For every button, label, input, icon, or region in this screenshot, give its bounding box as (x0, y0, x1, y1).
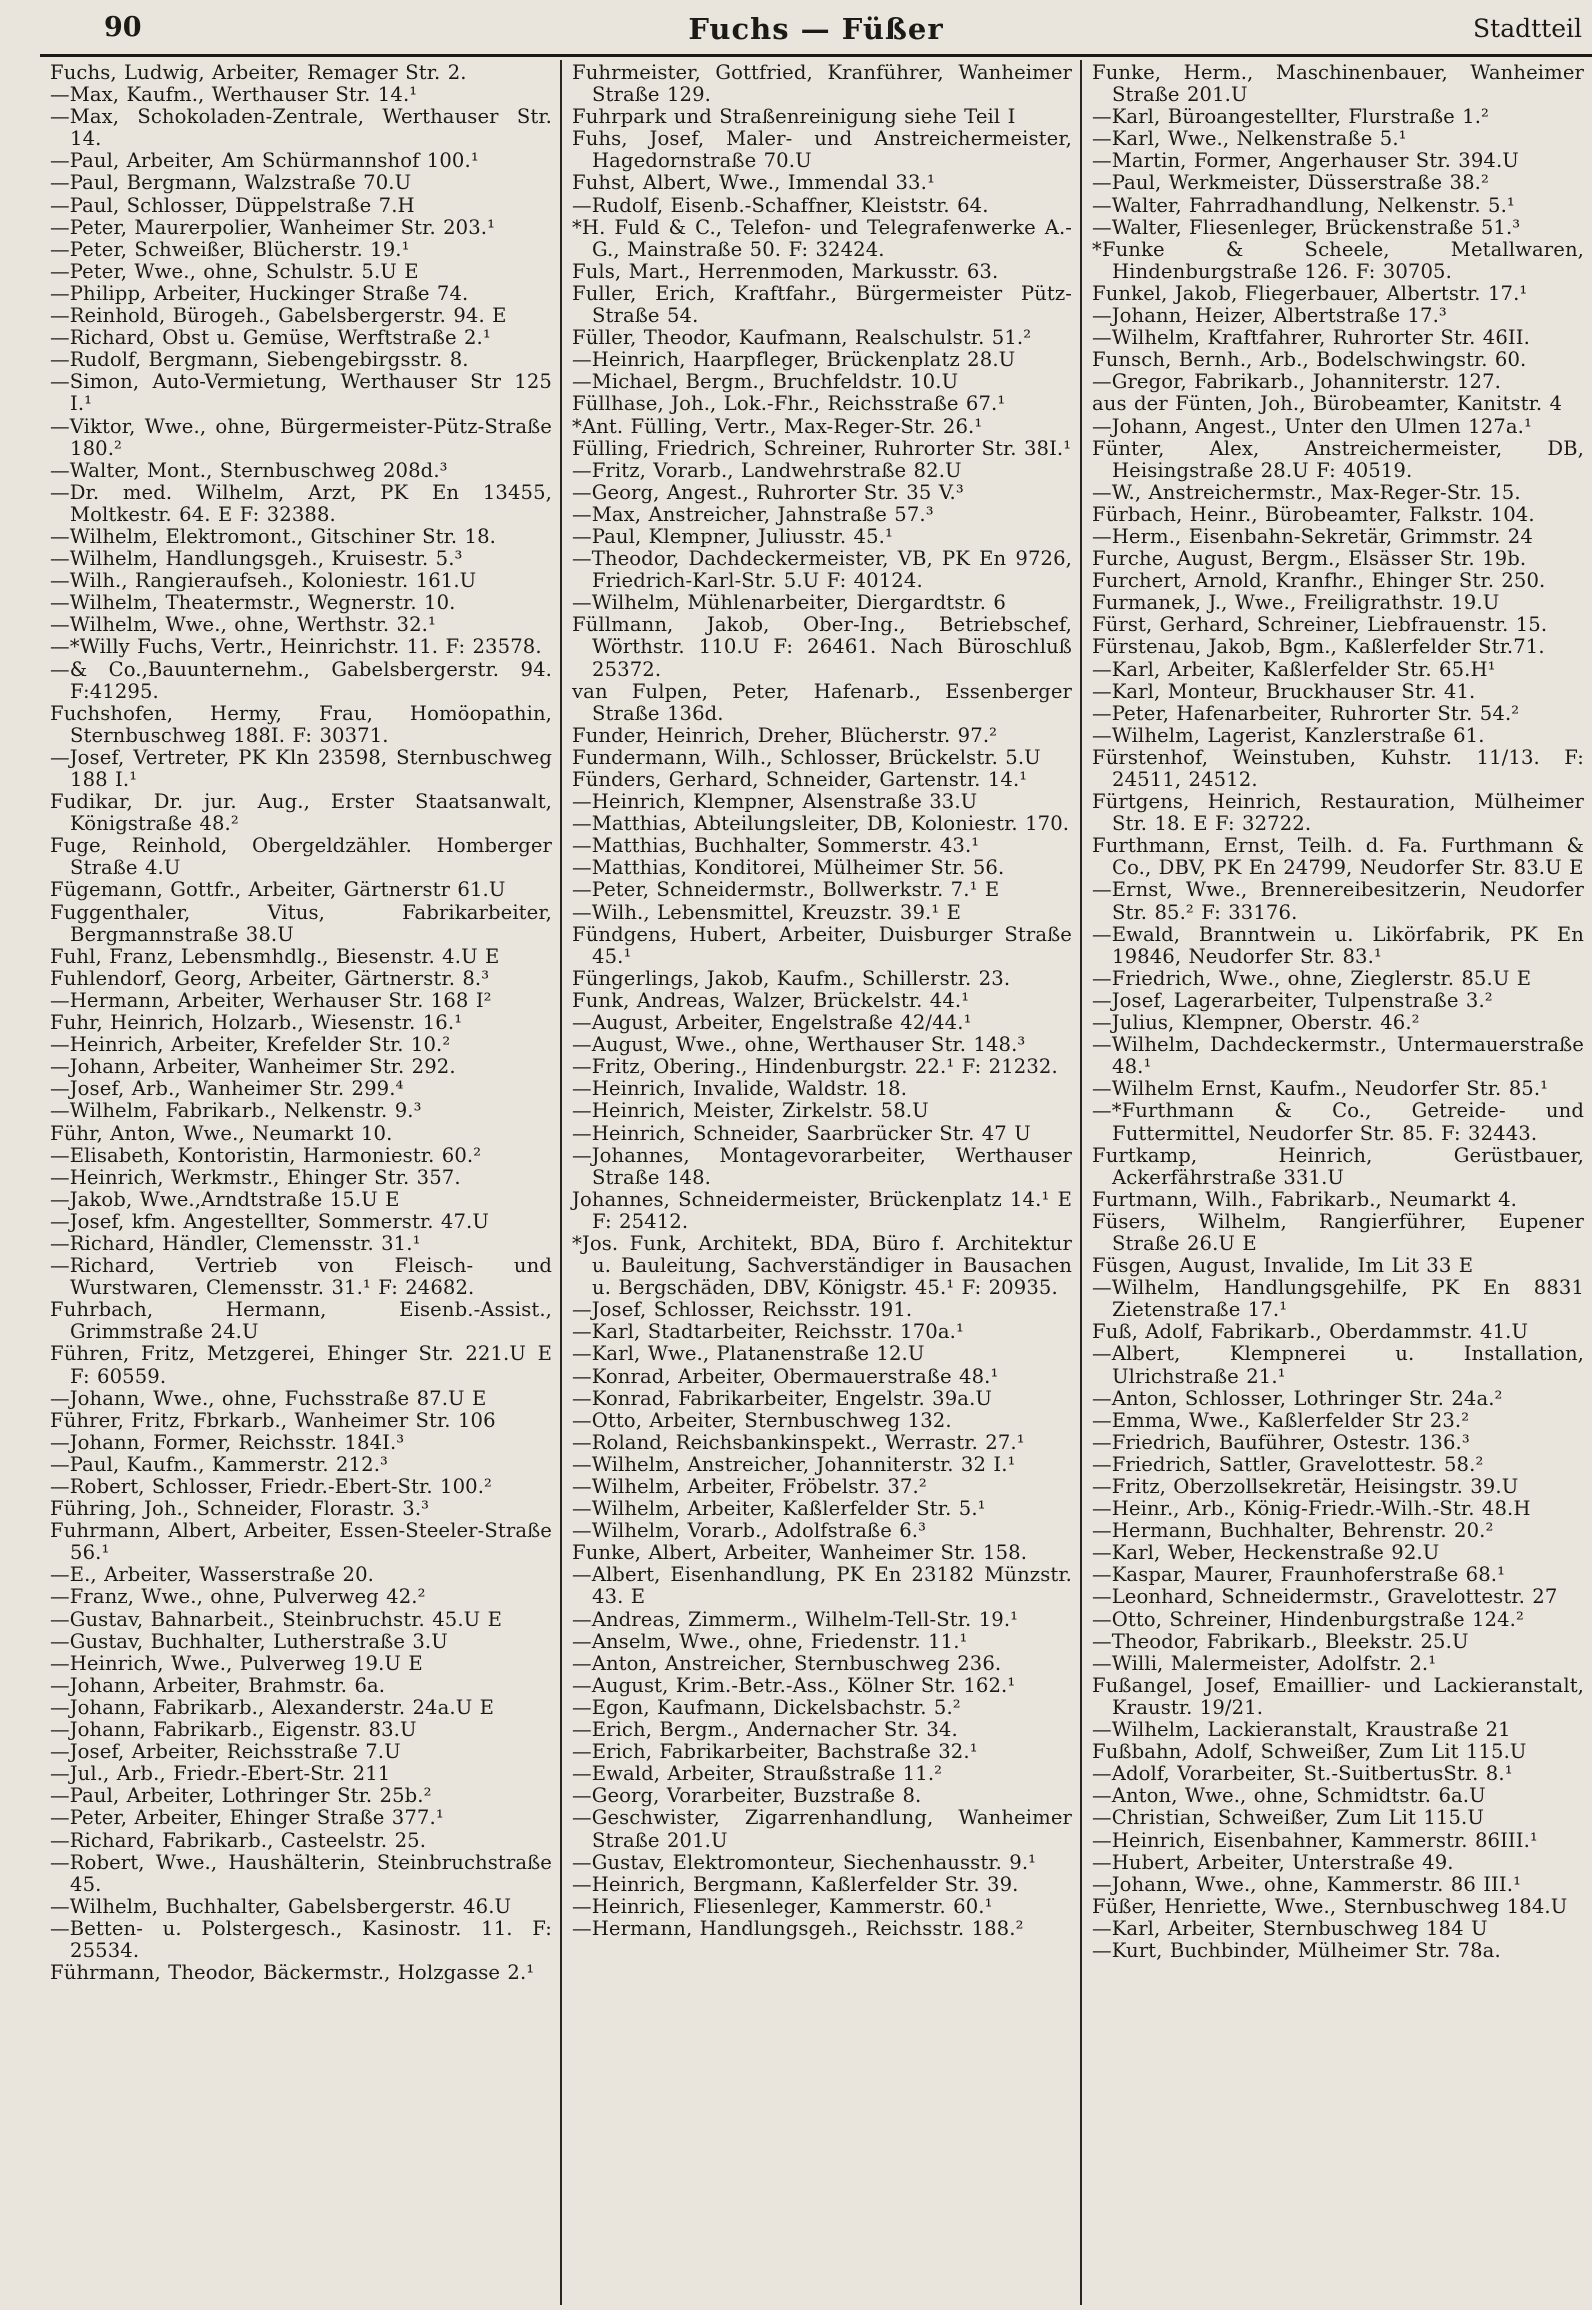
directory-entry: —Wilhelm, Wwe., ohne, Werthstr. 32.¹ (50, 613, 436, 637)
directory-entry: —Wilhelm, Dachdeckermstr., Untermauerstraße 48.¹ (1092, 1033, 1584, 1079)
directory-entry: —Heinrich, Haarpfleger, Brückenplatz 28.U (572, 348, 1016, 372)
directory-entry: —Friedrich, Sattler, Gravelottestr. 58.² (1092, 1452, 1484, 1476)
directory-entry: —Heinrich, Arbeiter, Krefelder Str. 10.² (50, 1033, 451, 1057)
directory-entry: —E., Arbeiter, Wasserstraße 20. (50, 1563, 374, 1587)
directory-entry: Führmann, Theodor, Bäckermstr., Holzgasse 2.¹ (50, 1961, 535, 1985)
directory-entry: Fuhrpark und Straßenreinigung siehe Teil I (572, 105, 1016, 129)
directory-entry: —Walter, Mont., Sternbuschweg 208d.³ (50, 458, 448, 482)
directory-entry: —Philipp, Arbeiter, Huckinger Straße 74. (50, 281, 469, 305)
directory-entry: —Hermann, Arbeiter, Werhauser Str. 168 I² (50, 988, 492, 1012)
directory-entry: —Johann, Wwe., ohne, Kammerstr. 86 III.¹ (1092, 1872, 1522, 1896)
directory-entry: Fuchshofen, Hermy, Frau, Homöopathin, Sternbuschweg 188I. F: 30371. (50, 701, 552, 747)
directory-entry: —Heinr., Arb., König-Friedr.-Wilh.-Str. 48.H (1092, 1497, 1531, 1521)
directory-entry: —Peter, Maurerpolier, Wanheimer Str. 203.¹ (50, 215, 496, 239)
page-title: Fuchs — Füßer (688, 12, 944, 46)
directory-columns (40, 60, 1592, 2305)
directory-entry: —Richard, Vertrieb von Fleisch- und Wurstwaren, Clemensstr. 31.¹ F: 24682. (50, 1254, 552, 1300)
directory-entry: Fündgens, Hubert, Arbeiter, Duisburger Straße 45.¹ (572, 922, 1072, 968)
directory-entry: —Heinrich, Bergmann, Kaßlerfelder Str. 39. (572, 1872, 1019, 1896)
directory-entry: —*Willy Fuchs, Vertr., Heinrichstr. 11. F: 23578. (50, 635, 542, 659)
directory-entry: Funke, Albert, Arbeiter, Wanheimer Str. 158. (572, 1541, 1028, 1565)
directory-entry: —Wilhelm, Fabrikarb., Nelkenstr. 9.³ (50, 1099, 422, 1123)
directory-entry: —Max, Schokoladen-Zentrale, Werthauser Str. 14. (50, 105, 552, 151)
directory-entry: —Rudolf, Bergmann, Siebengebirgsstr. 8. (50, 348, 469, 372)
directory-entry: —Max, Anstreicher, Jahnstraße 57.³ (572, 502, 934, 526)
directory-entry: —Herm., Eisenbahn-Sekretär, Grimmstr. 24 (1092, 524, 1533, 548)
directory-entry: —Heinrich, Wwe., Pulverweg 19.U E (50, 1651, 423, 1675)
directory-entry: —Albert, Klempnerei u. Installation, Ulrichstraße 21.¹ (1092, 1342, 1584, 1388)
directory-entry: —Karl, Arbeiter, Sternbuschweg 184 U (1092, 1916, 1488, 1940)
directory-entry: —Richard, Obst u. Gemüse, Werftstraße 2.¹ (50, 326, 491, 350)
directory-entry: —Johann, Arbeiter, Brahmstr. 6a. (50, 1673, 386, 1697)
directory-entry: —Johann, Heizer, Albertstraße 17.³ (1092, 304, 1447, 328)
directory-entry: —Wilh., Rangieraufseh., Koloniestr. 161.U (50, 569, 477, 593)
directory-entry: —Heinrich, Invalide, Waldstr. 18. (572, 1077, 908, 1101)
directory-entry: —Heinrich, Werkmstr., Ehinger Str. 357. (50, 1165, 461, 1189)
directory-entry: Furthmann, Ernst, Teilh. d. Fa. Furthmann & Co., DBV, PK En 24799, Neudorfer Str. 83.U E (1092, 834, 1584, 880)
directory-entry: —Karl, Wwe., Nelkenstraße 5.¹ (1092, 127, 1407, 151)
directory-entry: —Reinhold, Bürogeh., Gabelsbergerstr. 94. E (50, 304, 507, 328)
directory-entry: —Geschwister, Zigarrenhandlung, Wanheimer Straße 201.U (572, 1806, 1072, 1852)
district-label: Stadtteil (1473, 14, 1582, 43)
directory-entry: Fuß, Adolf, Fabrikarb., Oberdammstr. 41.U (1092, 1320, 1529, 1344)
directory-entry: —Richard, Händler, Clemensstr. 31.¹ (50, 1231, 421, 1255)
directory-entry: —Willi, Malermeister, Adolfstr. 2.¹ (1092, 1651, 1437, 1675)
directory-entry: —Karl, Monteur, Bruckhauser Str. 41. (1092, 679, 1476, 703)
directory-entry: —Wilhelm, Arbeiter, Kaßlerfelder Str. 5.¹ (572, 1497, 986, 1521)
directory-entry: —Leonhard, Schneidermstr., Gravelottestr. 27 (1092, 1585, 1558, 1609)
directory-entry: Funder, Heinrich, Dreher, Blücherstr. 97.² (572, 723, 998, 747)
directory-entry: —Wilhelm, Mühlenarbeiter, Diergardtstr. 6 (572, 591, 1006, 615)
directory-entry: —Paul, Bergmann, Walzstraße 70.U (50, 171, 412, 195)
directory-entry: Fügemann, Gottfr., Arbeiter, Gärtnerstr 61.U (50, 878, 506, 902)
directory-entry: —Wilhelm Ernst, Kaufm., Neudorfer Str. 85.¹ (1092, 1077, 1549, 1101)
directory-entry: —Matthias, Abteilungsleiter, DB, Koloniestr. 170. (572, 812, 1070, 836)
directory-entry: —Karl, Weber, Heckenstraße 92.U (1092, 1541, 1440, 1565)
directory-entry: Fudikar, Dr. jur. Aug., Erster Staatsanwalt, Königstraße 48.² (50, 790, 552, 836)
directory-entry: Johannes, Schneidermeister, Brückenplatz 14.¹ E F: 25412. (572, 1187, 1072, 1233)
directory-entry: —Robert, Schlosser, Friedr.-Ebert-Str. 100.² (50, 1475, 493, 1498)
directory-entry: —Heinrich, Meister, Zirkelstr. 58.U (572, 1099, 929, 1123)
page-header (40, 8, 1592, 57)
directory-entry: Fürstenau, Jakob, Bgm., Kaßlerfelder Str.71. (1092, 635, 1545, 659)
page-number: 90 (104, 12, 142, 43)
directory-entry: —Gustav, Buchhalter, Lutherstraße 3.U (50, 1629, 448, 1653)
directory-entry: —Otto, Arbeiter, Sternbuschweg 132. (572, 1408, 952, 1432)
directory-entry: —Heinrich, Fliesenleger, Kammerstr. 60.¹ (572, 1894, 993, 1918)
directory-entry: —Theodor, Dachdeckermeister, VB, PK En 9726, Friedrich-Karl-Str. 5.U F: 40124. (572, 547, 1072, 593)
directory-entry: —Paul, Arbeiter, Am Schürmannshof 100.¹ (50, 149, 479, 173)
directory-entry: —Johann, Arbeiter, Wanheimer Str. 292. (50, 1055, 456, 1079)
directory-entry: —Fritz, Oberzollsekretär, Heisingstr. 39.U (1092, 1475, 1519, 1498)
directory-entry: —Roland, Reichsbankinspekt., Werrastr. 27.¹ (572, 1430, 1025, 1454)
directory-entry: —Konrad, Arbeiter, Obermauerstraße 48.¹ (572, 1364, 999, 1388)
directory-entry: Furmanek, J., Wwe., Freiligrathstr. 19.U (1092, 591, 1500, 615)
directory-entry: Furchert, Arnold, Kranfhr., Ehinger Str. 250. (1092, 569, 1546, 593)
directory-entry: —Richard, Fabrikarb., Casteelstr. 25. (50, 1828, 427, 1852)
directory-entry: Fünders, Gerhard, Schneider, Gartenstr. 14.¹ (572, 768, 1028, 791)
directory-entry: —Christian, Schweißer, Zum Lit 115.U (1092, 1806, 1484, 1830)
directory-entry: —Josef, Arbeiter, Reichsstraße 7.U (50, 1740, 401, 1764)
directory-entry: —Gregor, Fabrikarb., Johanniterstr. 127. (1092, 370, 1502, 394)
directory-entry: Fundermann, Wilh., Schlosser, Brückelstr. 5.U (572, 745, 1041, 769)
directory-entry: Funk, Andreas, Walzer, Brückelstr. 44.¹ (572, 988, 970, 1012)
directory-entry: Füller, Theodor, Kaufmann, Realschulstr. 51.² (572, 326, 1032, 350)
directory-entry: —Friedrich, Wwe., ohne, Zieglerstr. 85.U E (1092, 966, 1532, 990)
directory-entry: —Erich, Bergm., Andernacher Str. 34. (572, 1718, 958, 1742)
directory-entry: Furtmann, Wilh., Fabrikarb., Neumarkt 4. (1092, 1187, 1517, 1211)
directory-entry: —Wilhelm, Kraftfahrer, Ruhrorter Str. 46II. (1092, 326, 1530, 350)
directory-entry: Führen, Fritz, Metzgerei, Ehinger Str. 221.U E F: 60559. (50, 1342, 552, 1388)
directory-entry: —Matthias, Konditorei, Mülheimer Str. 56. (572, 856, 1005, 880)
directory-entry: Fünter, Alex, Anstreichermeister, DB, Heisingstraße 28.U F: 40519. (1092, 436, 1584, 482)
directory-entry: —Josef, kfm. Angestellter, Sommerstr. 47.U (50, 1209, 489, 1233)
column-2 (560, 60, 1080, 2305)
directory-entry: —Josef, Schlosser, Reichsstr. 191. (572, 1298, 913, 1322)
directory-entry: Fuhst, Albert, Wwe., Immendal 33.¹ (572, 171, 935, 195)
directory-entry: —Karl, Wwe., Platanenstraße 12.U (572, 1342, 925, 1366)
directory-entry: —Emma, Wwe., Kaßlerfelder Str 23.² (1092, 1408, 1470, 1432)
directory-entry: —Paul, Werkmeister, Düsserstraße 38.² (1092, 171, 1489, 195)
directory-entry: —Wilhelm, Vorarb., Adolfstraße 6.³ (572, 1519, 927, 1543)
directory-entry: —Ewald, Branntwein u. Likörfabrik, PK En 19846, Neudorfer Str. 83.¹ (1092, 922, 1584, 968)
directory-entry: —Betten- u. Polstergesch., Kasinostr. 11. F: 25534. (50, 1916, 552, 1962)
directory-entry: —Walter, Fliesenleger, Brückenstraße 51.³ (1092, 215, 1521, 239)
directory-entry: Furtkamp, Heinrich, Gerüstbauer, Ackerfährstraße 331.U (1092, 1143, 1584, 1189)
directory-entry: —Gustav, Elektromonteur, Siechenhausstr. 9.¹ (572, 1850, 1037, 1874)
directory-entry: —Johannes, Montagevorarbeiter, Werthauser Straße 148. (572, 1143, 1072, 1189)
directory-entry: —Max, Kaufm., Werthauser Str. 14.¹ (50, 83, 418, 107)
directory-entry: —Anton, Wwe., ohne, Schmidtstr. 6a.U (1092, 1784, 1486, 1808)
directory-entry: Fuhl, Franz, Lebensmhdlg., Biesenstr. 4.U E (50, 944, 500, 968)
directory-entry: —Johann, Fabrikarb., Eigenstr. 83.U (50, 1718, 417, 1742)
directory-entry: —Wilhelm, Handlungsgeh., Kruisestr. 5.³ (50, 547, 463, 571)
directory-entry: —Simon, Auto-Vermietung, Werthauser Str 125 I.¹ (50, 370, 552, 416)
directory-entry: Führer, Fritz, Fbrkarb., Wanheimer Str. 106 (50, 1408, 496, 1432)
directory-entry: Füngerlings, Jakob, Kaufm., Schillerstr. 23. (572, 966, 1011, 990)
directory-entry: —Johann, Former, Reichsstr. 184I.³ (50, 1430, 405, 1454)
directory-entry: Fuge, Reinhold, Obergeldzähler. Homberger Straße 4.U (50, 834, 552, 880)
directory-entry: —Wilhelm, Elektromont., Gitschiner Str. 18. (50, 524, 497, 548)
directory-entry: Fußbahn, Adolf, Schweißer, Zum Lit 115.U (1092, 1740, 1527, 1764)
column-3 (1080, 60, 1592, 2305)
directory-entry: —Paul, Schlosser, Düppelstraße 7.H (50, 193, 415, 217)
directory-entry: *Funke & Scheele, Metallwaren, Hindenburgstraße 126. F: 30705. (1092, 237, 1584, 283)
directory-entry: —Fritz, Obering., Hindenburgstr. 22.¹ F: 21232. (572, 1055, 1058, 1079)
directory-entry: —Paul, Klempner, Juliusstr. 45.¹ (572, 524, 893, 548)
directory-entry: —Otto, Schreiner, Hindenburgstraße 124.² (1092, 1607, 1524, 1631)
directory-entry: —Peter, Schweißer, Blücherstr. 19.¹ (50, 237, 410, 261)
directory-entry: van Fulpen, Peter, Hafenarb., Essenberger Straße 136d. (572, 679, 1072, 725)
directory-entry: Fuhrbach, Hermann, Eisenb.-Assist., Grimmstraße 24.U (50, 1298, 552, 1344)
directory-entry: —Wilhelm, Lagerist, Kanzlerstraße 61. (1092, 723, 1485, 747)
directory-entry: —Paul, Kaufm., Kammerstr. 212.³ (50, 1452, 388, 1476)
directory-entry: —Wilhelm, Lackieranstalt, Kraustraße 21 (1092, 1718, 1511, 1742)
directory-entry: Fuls, Mart., Herrenmoden, Markusstr. 63. (572, 259, 999, 283)
directory-entry: —Wilh., Lebensmittel, Kreuzstr. 39.¹ E (572, 900, 962, 924)
directory-entry: Fülling, Friedrich, Schreiner, Ruhrorter Str. 38I.¹ (572, 436, 1072, 460)
directory-entry: —Heinrich, Eisenbahner, Kammerstr. 86III.¹ (1092, 1828, 1538, 1852)
directory-entry: —Adolf, Vorarbeiter, St.-SuitbertusStr. 8.¹ (1092, 1762, 1513, 1786)
directory-entry: Fürstenhof, Weinstuben, Kuhstr. 11/13. F: 24511, 24512. (1092, 745, 1584, 791)
directory-entry: Fußangel, Josef, Emaillier- und Lackieranstalt, Kraustr. 19/21. (1092, 1673, 1584, 1719)
directory-entry: —Theodor, Fabrikarb., Bleekstr. 25.U (1092, 1629, 1469, 1653)
directory-entry: Fuhrmann, Albert, Arbeiter, Essen-Steeler-Straße 56.¹ (50, 1519, 552, 1565)
directory-entry: —Karl, Stadtarbeiter, Reichsstr. 170a.¹ (572, 1320, 964, 1344)
directory-entry: —Anselm, Wwe., ohne, Friedenstr. 11.¹ (572, 1629, 968, 1653)
directory-entry: *Jos. Funk, Architekt, BDA, Büro f. Architektur u. Bauleitung, Sachverständiger in Bausachen u. Bergschäden, DBV, Königstr. 45.¹ F: 20935. (572, 1231, 1072, 1300)
directory-entry: —Jakob, Wwe.,Arndtstraße 15.U E (50, 1187, 400, 1211)
directory-entry: —Johann, Angest., Unter den Ulmen 127a.¹ (1092, 414, 1532, 438)
directory-entry: —Hermann, Buchhalter, Behrenstr. 20.² (1092, 1519, 1494, 1543)
directory-entry: —& Co.,Bauunternehm., Gabelsbergerstr. 94. F:41295. (50, 657, 552, 703)
directory-entry: —Gustav, Bahnarbeit., Steinbruchstr. 45.U E (50, 1607, 503, 1631)
directory-entry: —Andreas, Zimmerm., Wilhelm-Tell-Str. 19.¹ (572, 1607, 1019, 1631)
directory-entry: —Franz, Wwe., ohne, Pulverweg 42.² (50, 1585, 426, 1609)
directory-entry: aus der Fünten, Joh., Bürobeamter, Kanitstr. 4 (1092, 392, 1563, 416)
directory-entry: —Viktor, Wwe., ohne, Bürgermeister-Pütz-Straße 180.² (50, 414, 552, 460)
directory-entry: Füllmann, Jakob, Ober-Ing., Betriebschef, Wörthstr. 110.U F: 26461. Nach Büroschluß 25372. (572, 613, 1072, 681)
directory-entry: Fuchs, Ludwig, Arbeiter, Remager Str. 2. (50, 61, 467, 84)
directory-entry: Führ, Anton, Wwe., Neumarkt 10. (50, 1121, 393, 1145)
directory-entry: —Wilhelm, Anstreicher, Johanniterstr. 32 I.¹ (572, 1452, 1016, 1476)
directory-entry: —Michael, Bergm., Bruchfeldstr. 10.U (572, 370, 959, 394)
directory-entry: Füllhase, Joh., Lok.-Fhr., Reichsstraße 67.¹ (572, 392, 1006, 416)
directory-entry: —Wilhelm, Arbeiter, Fröbelstr. 37.² (572, 1475, 927, 1498)
directory-entry: —Anton, Anstreicher, Sternbuschweg 236. (572, 1651, 1002, 1675)
directory-entry: —Peter, Arbeiter, Ehinger Straße 377.¹ (50, 1806, 444, 1830)
directory-entry: Fuhrmeister, Gottfried, Kranführer, Wanheimer Straße 129. (572, 61, 1072, 107)
directory-entry: —Hermann, Handlungsgeh., Reichsstr. 188.² (572, 1916, 1024, 1940)
directory-entry: Fuhs, Josef, Maler- und Anstreichermeister, Hagedornstraße 70.U (572, 127, 1072, 173)
directory-entry: Funsch, Bernh., Arb., Bodelschwingstr. 60. (1092, 348, 1527, 372)
directory-entry: *H. Fuld & C., Telefon- und Telegrafenwerke A.-G., Mainstraße 50. F: 32424. (572, 215, 1072, 261)
directory-entry: —August, Krim.-Betr.-Ass., Kölner Str. 162.¹ (572, 1673, 1016, 1697)
directory-entry: —Anton, Schlosser, Lothringer Str. 24a.² (1092, 1386, 1503, 1410)
directory-entry: —Rudolf, Eisenb.-Schaffner, Kleiststr. 64. (572, 193, 989, 217)
directory-entry: —Konrad, Fabrikarbeiter, Engelstr. 39a.U (572, 1386, 993, 1410)
directory-entry: Füsers, Wilhelm, Rangierführer, Eupener Straße 26.U E (1092, 1209, 1584, 1255)
directory-entry: —Martin, Former, Angerhauser Str. 394.U (1092, 149, 1519, 173)
directory-entry: Füßer, Henriette, Wwe., Sternbuschweg 184.U (1092, 1894, 1568, 1918)
directory-entry: —Johann, Wwe., ohne, Fuchsstraße 87.U E (50, 1386, 487, 1410)
directory-entry: —Josef, Vertreter, PK Kln 23598, Sternbuschweg 188 I.¹ (50, 745, 552, 791)
directory-entry: —Peter, Hafenarbeiter, Ruhrorter Str. 54.² (1092, 701, 1520, 725)
directory-entry: —*Furthmann & Co., Getreide- und Futtermittel, Neudorfer Str. 85. F: 32443. (1092, 1099, 1584, 1145)
directory-entry: Füsgen, August, Invalide, Im Lit 33 E (1092, 1254, 1474, 1278)
directory-entry: —Peter, Schneidermstr., Bollwerkstr. 7.¹ E (572, 878, 1000, 902)
column-1 (40, 60, 560, 2305)
directory-entry: —Heinrich, Klempner, Alsenstraße 33.U (572, 790, 978, 814)
directory-entry: —Ewald, Arbeiter, Straußstraße 11.² (572, 1762, 943, 1786)
directory-entry: —Heinrich, Schneider, Saarbrücker Str. 47 U (572, 1121, 1031, 1145)
directory-entry: Fürst, Gerhard, Schreiner, Liebfrauenstr. 15. (1092, 613, 1548, 637)
directory-entry: —Jul., Arb., Friedr.-Ebert-Str. 211 (50, 1762, 391, 1786)
directory-entry: —Fritz, Vorarb., Landwehrstraße 82.U (572, 458, 962, 482)
directory-entry: —August, Arbeiter, Engelstraße 42/44.¹ (572, 1011, 972, 1035)
directory-entry: *Ant. Fülling, Vertr., Max-Reger-Str. 26.¹ (572, 414, 983, 438)
directory-entry: —W., Anstreichermstr., Max-Reger-Str. 15. (1092, 480, 1521, 504)
directory-entry: Furche, August, Bergm., Elsässer Str. 19b. (1092, 547, 1527, 571)
directory-entry: —Robert, Wwe., Haushälterin, Steinbruchstraße 45. (50, 1850, 552, 1896)
directory-entry: Führing, Joh., Schneider, Florastr. 3.³ (50, 1497, 430, 1521)
directory-entry: Fuhlendorf, Georg, Arbeiter, Gärtnerstr. 8.³ (50, 966, 490, 990)
directory-entry: —Wilhelm, Buchhalter, Gabelsbergerstr. 46.U (50, 1894, 512, 1918)
directory-entry: —Kurt, Buchbinder, Mülheimer Str. 78a. (1092, 1938, 1501, 1962)
directory-entry: —Dr. med. Wilhelm, Arzt, PK En 13455, Moltkestr. 64. E F: 32388. (50, 480, 552, 526)
directory-entry: —Ernst, Wwe., Brennereibesitzerin, Neudorfer Str. 85.² F: 33176. (1092, 878, 1584, 924)
directory-entry: —Karl, Büroangestellter, Flurstraße 1.² (1092, 105, 1490, 129)
directory-entry: —Josef, Lagerarbeiter, Tulpenstraße 3.² (1092, 988, 1493, 1012)
directory-entry: Fuhr, Heinrich, Holzarb., Wiesenstr. 16.¹ (50, 1011, 463, 1035)
directory-entry: Funkel, Jakob, Fliegerbauer, Albertstr. 17.¹ (1092, 281, 1528, 305)
directory-entry: —Elisabeth, Kontoristin, Harmoniestr. 60.² (50, 1143, 482, 1167)
directory-entry: Fuller, Erich, Kraftfahr., Bürgermeister Pütz-Straße 54. (572, 281, 1072, 328)
directory-entry: —Georg, Vorarbeiter, Buzstraße 8. (572, 1784, 922, 1808)
directory-entry: —Josef, Arb., Wanheimer Str. 299.⁴ (50, 1077, 404, 1101)
directory-entry: —Georg, Angest., Ruhrorter Str. 35 V.³ (572, 480, 964, 504)
directory-entry: —Peter, Wwe., ohne, Schulstr. 5.U E (50, 259, 419, 283)
directory-entry: —Kaspar, Maurer, Fraunhoferstraße 68.¹ (1092, 1563, 1506, 1587)
directory-entry: —Karl, Arbeiter, Kaßlerfelder Str. 65.H¹ (1092, 657, 1496, 681)
directory-entry: —August, Wwe., ohne, Werthauser Str. 148.³ (572, 1033, 1026, 1057)
directory-entry: Fürtgens, Heinrich, Restauration, Mülheimer Str. 18. E F: 32722. (1092, 790, 1584, 836)
directory-entry: —Johann, Fabrikarb., Alexanderstr. 24a.U E (50, 1695, 495, 1719)
directory-entry: —Paul, Arbeiter, Lothringer Str. 25b.² (50, 1784, 432, 1808)
directory-entry: —Albert, Eisenhandlung, PK En 23182 Münzstr. 43. E (572, 1563, 1072, 1609)
directory-entry: —Walter, Fahrradhandlung, Nelkenstr. 5.¹ (1092, 193, 1515, 217)
directory-entry: —Erich, Fabrikarbeiter, Bachstraße 32.¹ (572, 1740, 978, 1764)
directory-entry: —Matthias, Buchhalter, Sommerstr. 43.¹ (572, 834, 980, 858)
directory-entry: —Wilhelm, Theatermstr., Wegnerstr. 10. (50, 591, 456, 615)
directory-entry: —Hubert, Arbeiter, Unterstraße 49. (1092, 1850, 1454, 1874)
directory-entry: Funke, Herm., Maschinenbauer, Wanheimer Straße 201.U (1092, 61, 1584, 107)
directory-entry: —Wilhelm, Handlungsgehilfe, PK En 8831 Zietenstraße 17.¹ (1092, 1276, 1584, 1322)
directory-entry: —Friedrich, Bauführer, Ostestr. 136.³ (1092, 1430, 1470, 1454)
directory-entry: —Egon, Kaufmann, Dickelsbachstr. 5.² (572, 1695, 961, 1719)
directory-entry: Fürbach, Heinr., Bürobeamter, Falkstr. 104. (1092, 502, 1535, 526)
directory-entry: —Julius, Klempner, Oberstr. 46.² (1092, 1011, 1420, 1035)
directory-entry: Fuggenthaler, Vitus, Fabrikarbeiter, Bergmannstraße 38.U (50, 900, 552, 946)
